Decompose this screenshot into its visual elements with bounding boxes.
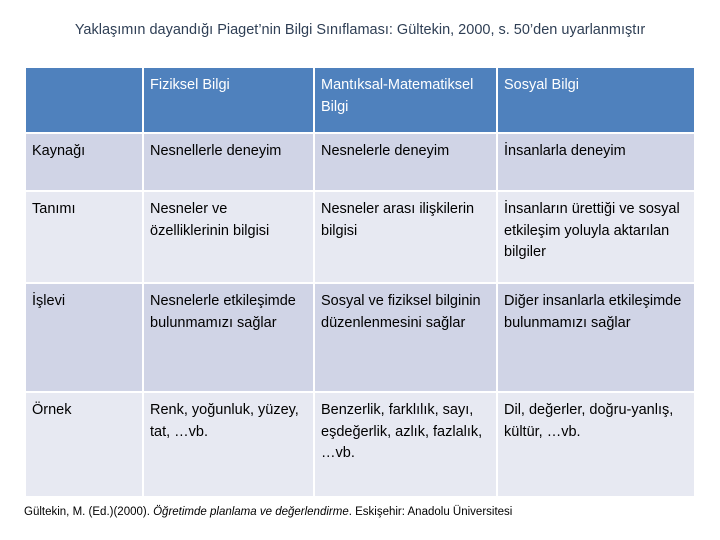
table-cell: Nesnelerle deneyim	[314, 133, 497, 191]
header-cell-physical: Fiziksel Bilgi	[143, 67, 314, 133]
citation-book-title: Öğretimde planlama ve değerlendirme	[153, 506, 349, 518]
table-cell: Nesneler ve özelliklerinin bilgisi	[143, 191, 314, 283]
table-row	[25, 133, 695, 191]
header-cell-social: Sosyal Bilgi	[497, 67, 695, 133]
table-row	[25, 283, 695, 392]
table-cell: Nesneler arası ilişkilerin bilgisi	[314, 191, 497, 283]
row-label: Kaynağı	[25, 133, 143, 191]
table-cell: Nesnellerle deneyim	[143, 133, 314, 191]
citation-authors: Gültekin, M. (Ed.)(2000).	[24, 506, 154, 518]
table-row	[25, 392, 695, 497]
table-row	[25, 191, 695, 283]
slide-title: Yaklaşımın dayandığı Piaget’nin Bilgi Sınıflaması: Gültekin, 2000, s. 50’den uyarlanmıştır	[74, 22, 646, 38]
header-cell-empty	[25, 67, 143, 133]
row-label: Örnek	[25, 392, 143, 497]
table-cell: Benzerlik, farklılık, sayı, eşdeğerlik, azlık, fazlalık, …vb.	[314, 392, 497, 497]
source-citation	[24, 506, 714, 518]
table-cell: Nesnelerle etkileşimde bulunmamızı sağlar	[143, 283, 314, 392]
table-cell: Renk, yoğunluk, yüzey, tat, …vb.	[143, 392, 314, 497]
table-cell: İnsanların ürettiği ve sosyal etkileşim yoluyla aktarılan bilgiler	[497, 191, 695, 283]
table-cell: Diğer insanlarla etkileşimde bulunmamızı sağlar	[497, 283, 695, 392]
row-label: İşlevi	[25, 283, 143, 392]
table-cell: Dil, değerler, doğru-yanlış, kültür, …vb.	[497, 392, 695, 497]
table-cell: İnsanlarla deneyim	[497, 133, 695, 191]
row-label: Tanımı	[25, 191, 143, 283]
citation-publisher: . Eskişehir: Anadolu Üniversitesi	[348, 506, 513, 518]
table-cell: Sosyal ve fiziksel bilginin düzenlenmesini sağlar	[314, 283, 497, 392]
header-cell-logico-mathematical: Mantıksal-Matematiksel Bilgi	[314, 67, 497, 133]
table-header-row	[25, 67, 695, 133]
piaget-knowledge-table	[24, 66, 696, 498]
